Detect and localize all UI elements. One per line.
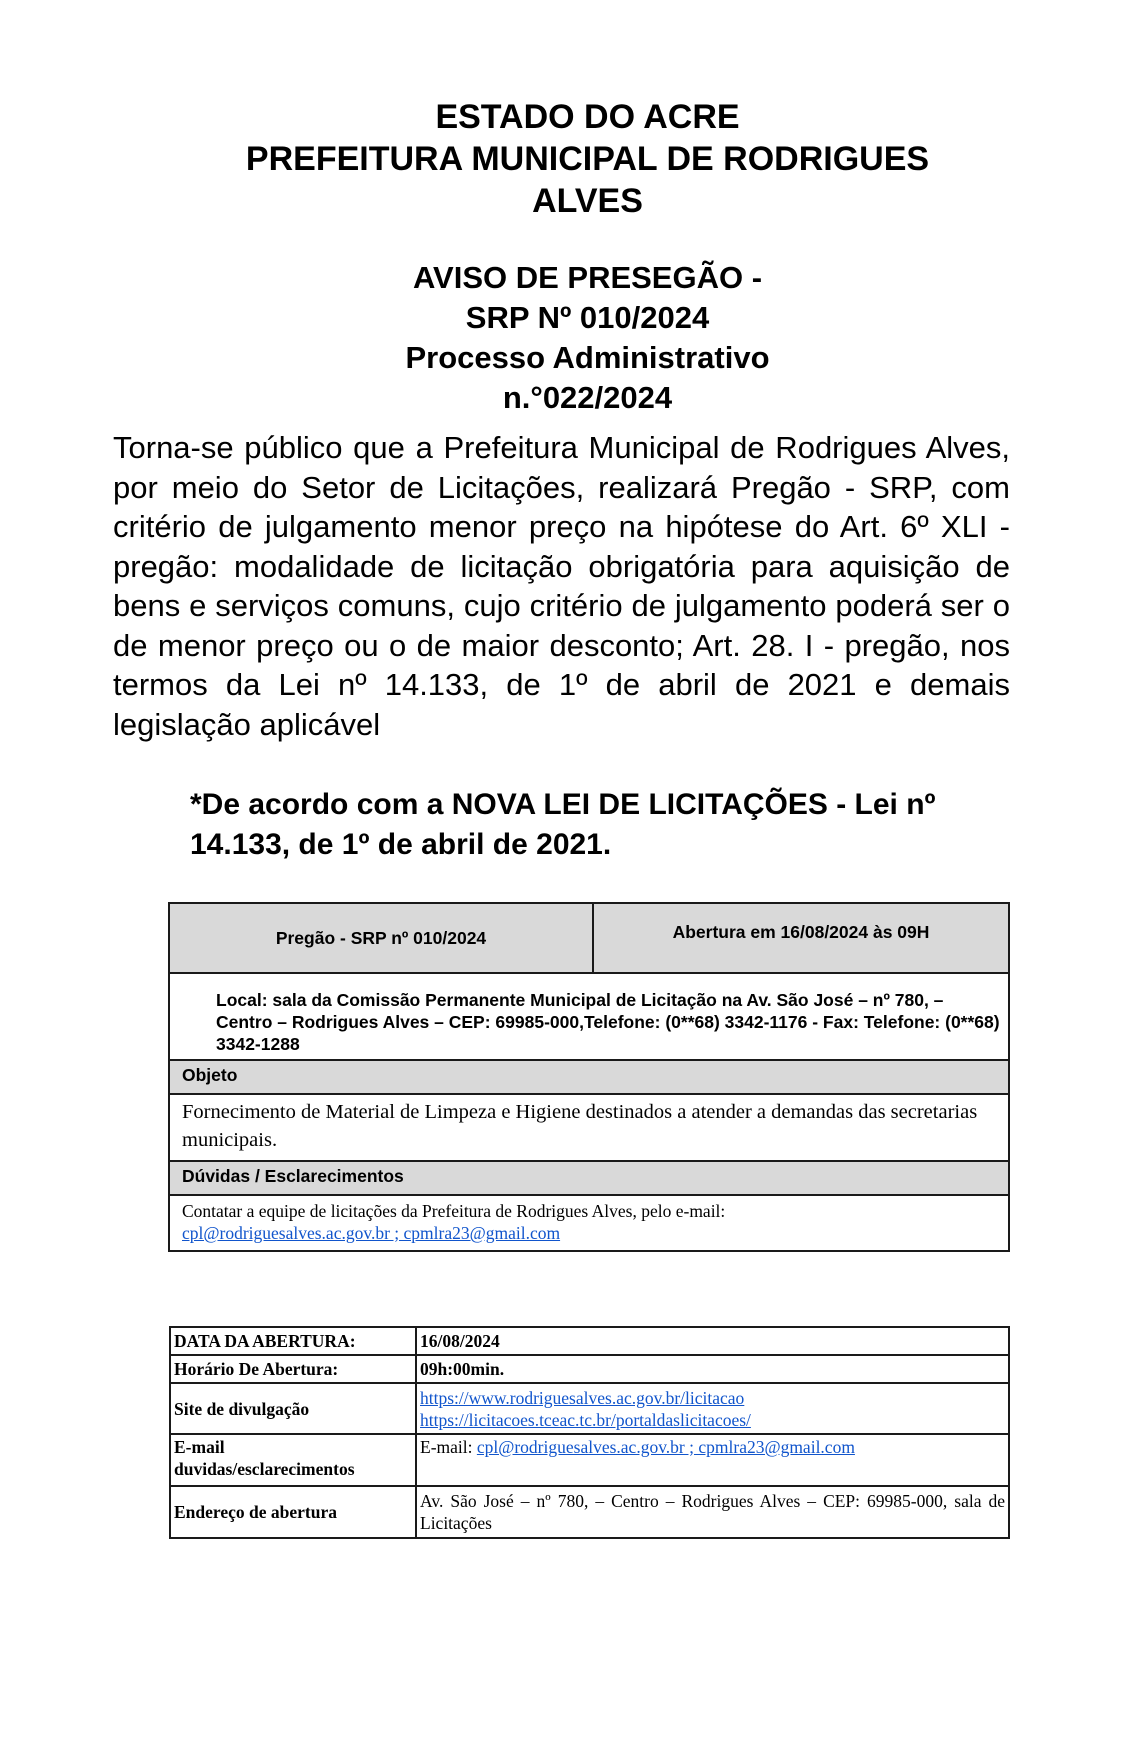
notice-title <box>0 258 1129 418</box>
email-link[interactable]: cpl@rodriguesalves.ac.gov.br ; cpmlra23@gmail.com <box>476 1437 855 1457</box>
header-line-state: ESTADO DO ACRE <box>435 98 740 136</box>
details-label-address: Endereço de abertura <box>170 1486 416 1538</box>
details-row-email <box>170 1434 1009 1486</box>
notice-title-line-1: AVISO DE PRESEGÃO - <box>412 260 763 295</box>
details-label-sites: Site de divulgação <box>170 1383 416 1434</box>
summary-header-process: Pregão - SRP nº 010/2024 <box>169 903 593 973</box>
objeto-label: Objeto <box>169 1060 1009 1094</box>
header-line-prefecture: PREFEITURA MUNICIPAL DE RODRIGUES <box>245 140 930 178</box>
law-note: *De acordo com a NOVA LEI DE LICITAÇÕES - Lei nº 14.133, de 1º de abril de 2021. <box>190 788 936 861</box>
notice-title-line-3: Processo Administrativo <box>405 340 770 375</box>
summary-duvidas-header-row <box>169 1161 1009 1195</box>
intro-paragraph: Torna-se público que a Prefeitura Municipal de Rodrigues Alves, por meio do Setor de Licitações, realizará Pregão - SRP, com critério de julgamento menor preço na hipótese do Art. 6º XLI - pregão: modalidade de licitação obrigatória para aquisição de bens e serviços comuns, cujo critério de julgamento poderá ser o de menor preço ou o de maior desconto; Art. 28. I - pregão, nos termos da Lei nº 14.133, de 1º de abril de 2021 e demais legislação aplicável <box>113 430 1010 742</box>
objeto-text: Fornecimento de Material de Limpeza e Higiene destinados a atender a demandas das secretarias municipais. <box>169 1094 1009 1161</box>
contact-cell <box>169 1195 1009 1251</box>
details-value-sites <box>416 1383 1009 1434</box>
site-link-prefeitura[interactable]: https://www.rodriguesalves.ac.gov.br/licitacao <box>420 1387 745 1408</box>
details-label-email <box>170 1434 416 1486</box>
notice-title-line-2: SRP Nº 010/2024 <box>465 300 710 335</box>
site-link-tceac[interactable]: https://licitacoes.tceac.tc.br/portaldaslicitacoes/ <box>420 1409 751 1430</box>
details-row-sites <box>170 1383 1009 1434</box>
summary-contact-row <box>169 1195 1009 1251</box>
contact-email-link[interactable]: cpl@rodriguesalves.ac.gov.br ; cpmlra23@gmail.com <box>182 1223 561 1243</box>
notice-title-line-4: n.°022/2024 <box>502 380 673 415</box>
contact-text: Contatar a equipe de licitações da Prefeitura de Rodrigues Alves, pelo e-mail: <box>182 1201 726 1221</box>
details-row-date <box>170 1327 1009 1355</box>
details-row-address <box>170 1486 1009 1538</box>
email-prefix: E-mail: <box>420 1437 477 1457</box>
details-value-address: Av. São José – nº 780, – Centro – Rodrigues Alves – CEP: 69985-000, sala de Licitações <box>416 1486 1009 1538</box>
details-value-email <box>416 1434 1009 1486</box>
details-label-date: DATA DA ABERTURA: <box>170 1327 416 1355</box>
details-label-email-line-2: duvidas/esclarecimentos <box>174 1459 355 1479</box>
details-table <box>169 1326 1010 1539</box>
summary-local: Local: sala da Comissão Permanente Municipal de Licitação na Av. São José – nº 780, – Centro – Rodrigues Alves – CEP: 69985-000,Telefone: (0**68) 3342-1176 - Fax: Telefone: (0**68) 3342-1288 <box>169 973 1009 1060</box>
details-value-date: 16/08/2024 <box>416 1327 1009 1355</box>
details-row-time <box>170 1355 1009 1383</box>
document-header <box>0 96 1129 222</box>
duvidas-label: Dúvidas / Esclarecimentos <box>169 1161 1009 1195</box>
summary-header-opening: Abertura em 16/08/2024 às 09H <box>593 903 1009 973</box>
summary-header-row <box>169 903 1009 973</box>
details-label-time: Horário De Abertura: <box>170 1355 416 1383</box>
details-label-email-line-1: E-mail <box>174 1437 225 1457</box>
summary-objeto-header-row <box>169 1060 1009 1094</box>
summary-local-row <box>169 973 1009 1060</box>
details-value-time: 09h:00min. <box>416 1355 1009 1383</box>
summary-objeto-row <box>169 1094 1009 1161</box>
header-line-city: ALVES <box>532 182 643 220</box>
summary-table <box>168 902 1010 1252</box>
